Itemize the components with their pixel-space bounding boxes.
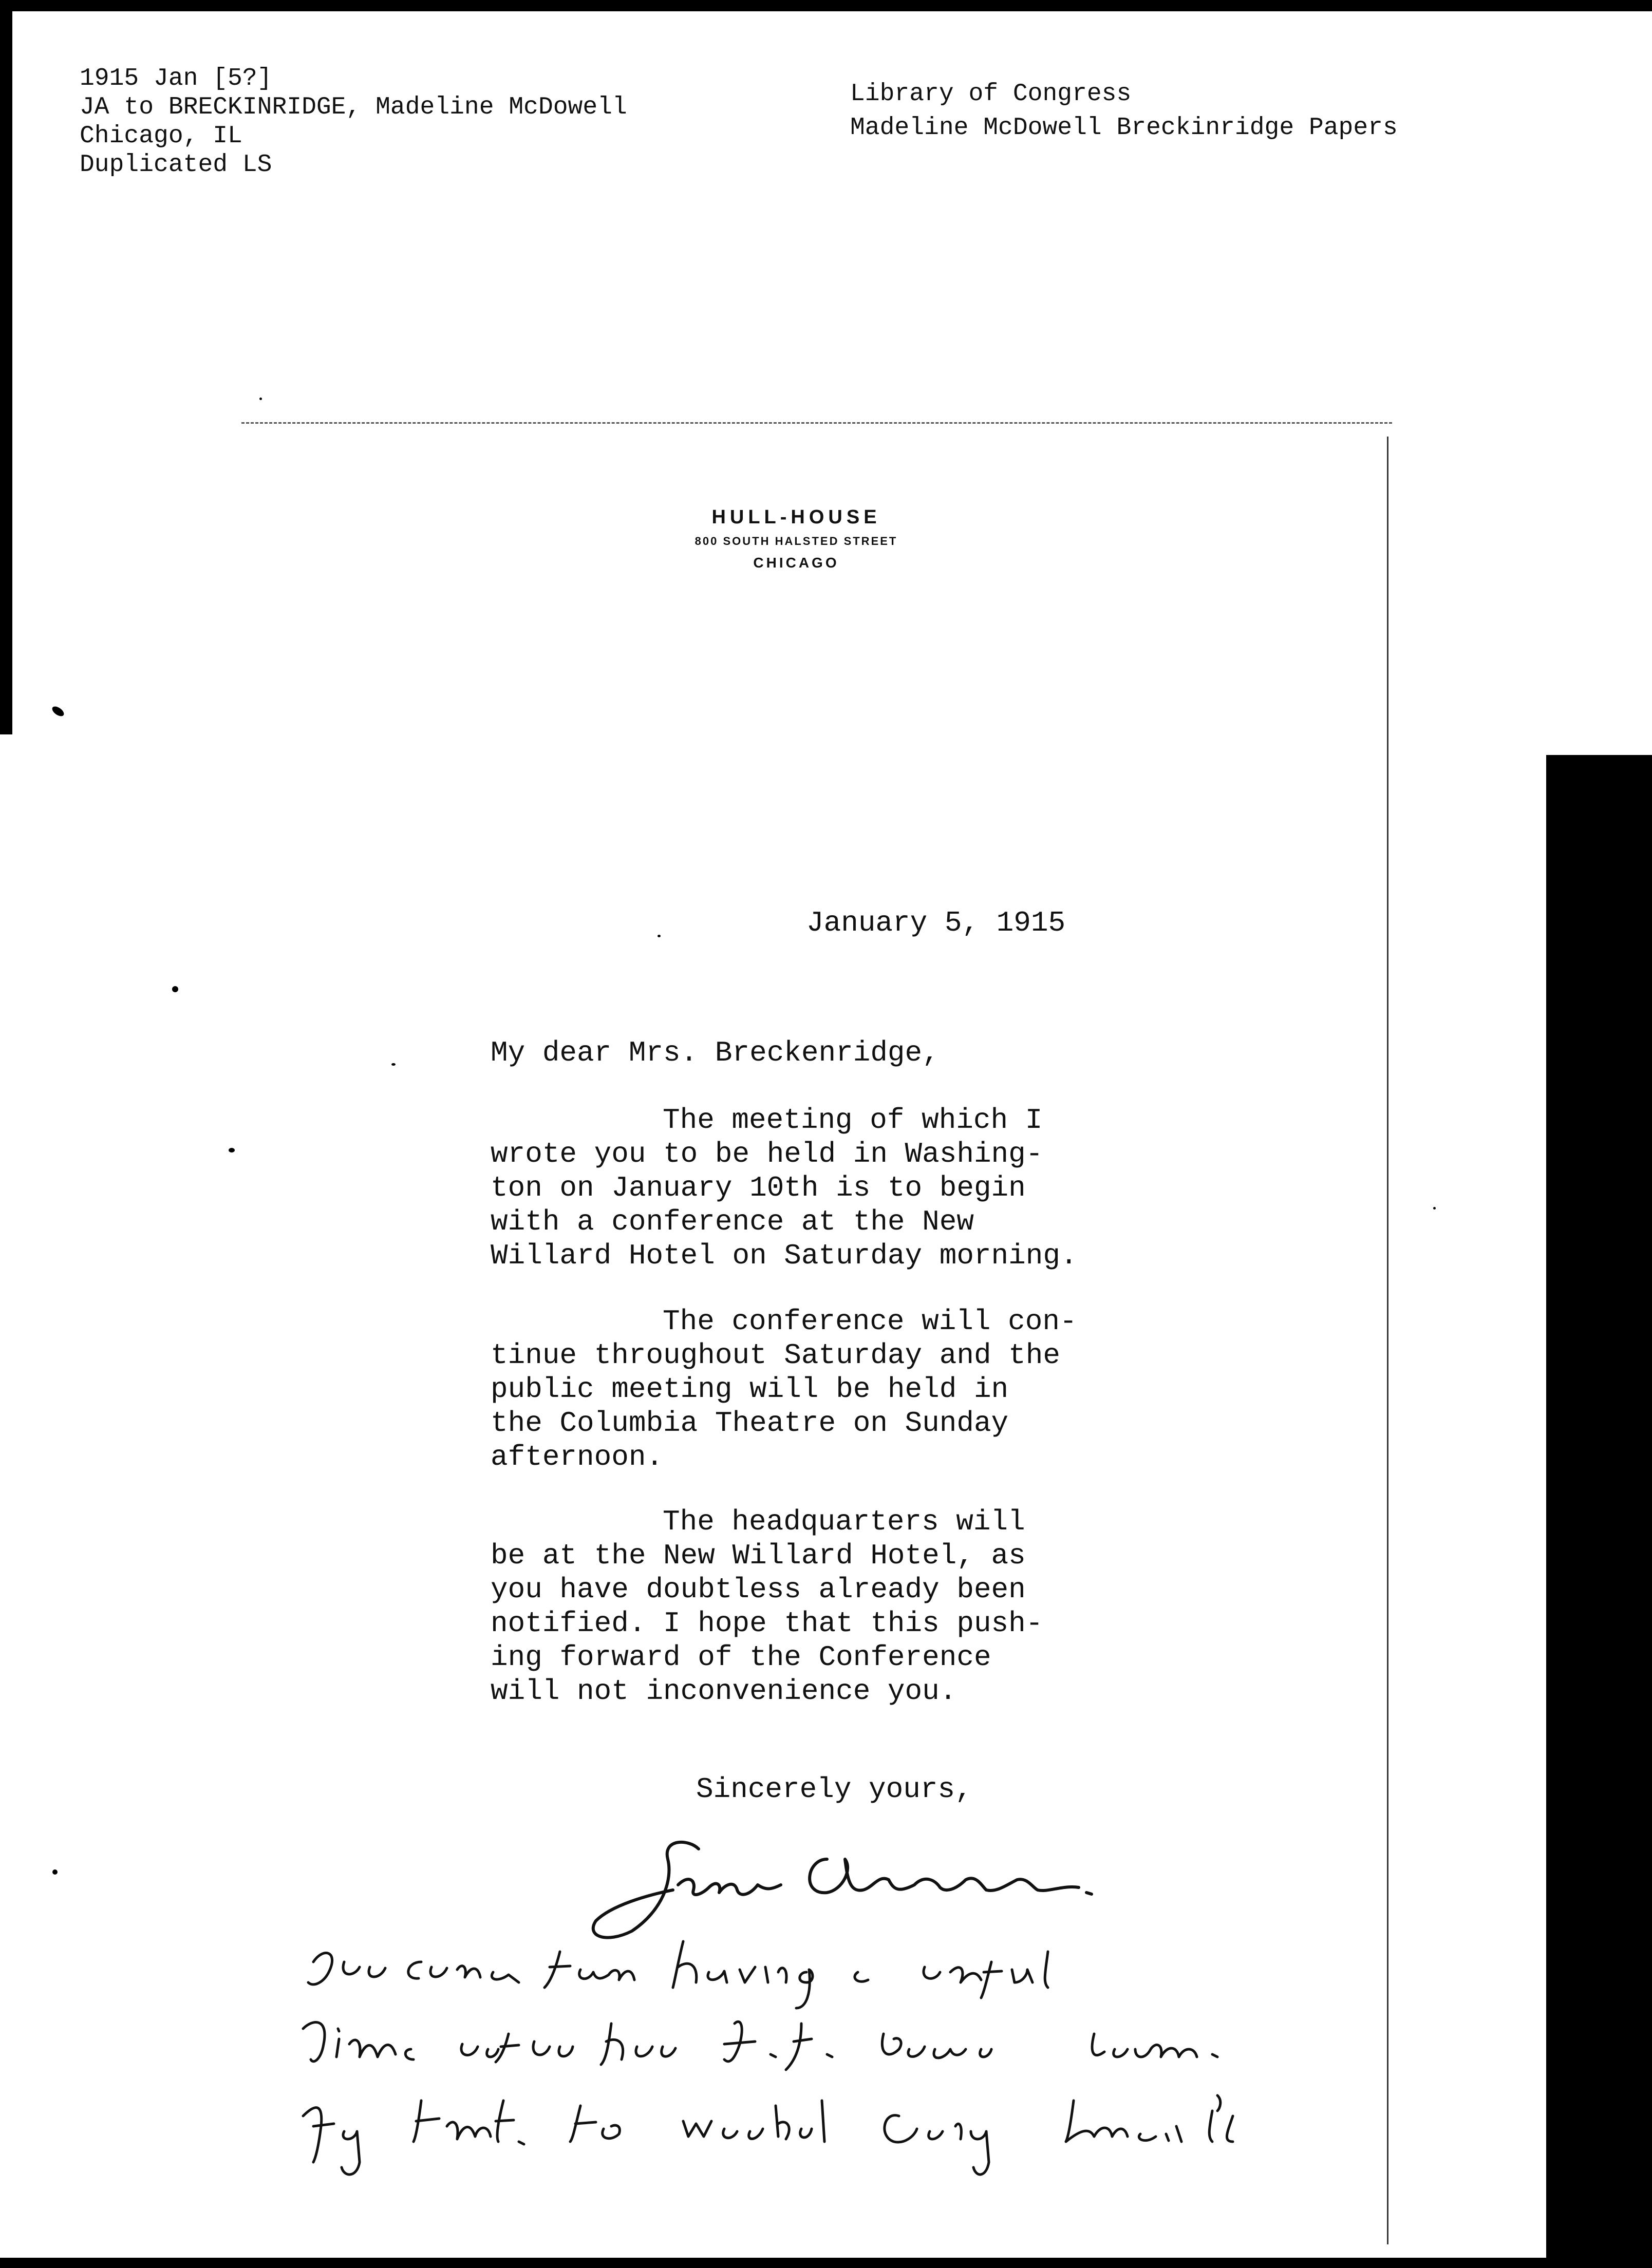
repository-name: Library of Congress: [850, 80, 1132, 108]
scan-speck: [391, 1063, 396, 1066]
scan-speck: [1433, 1207, 1436, 1209]
paragraph-line: wrote you to be held in Washing-: [491, 1138, 1043, 1170]
letterhead-address: 800 SOUTH HALSTED STREET: [694, 535, 898, 547]
archive-place: Chicago, IL: [80, 122, 242, 150]
letterhead-city: CHICAGO: [753, 555, 839, 571]
scan-speck: [658, 935, 661, 937]
letterhead-organization: HULL-HOUSE: [711, 506, 881, 528]
paragraph-3: [491, 1505, 1043, 1708]
paragraph-line: be at the New Willard Hotel, as: [491, 1539, 1026, 1572]
paragraph-line: tinue throughout Saturday and the: [491, 1339, 1060, 1372]
paragraph-line: The meeting of which I: [663, 1104, 1043, 1137]
letterhead: [616, 503, 976, 574]
letter-right-edge: [1387, 437, 1388, 2244]
scan-speck: [50, 705, 65, 718]
paragraph-line: afternoon.: [491, 1441, 664, 1473]
paragraph-line: will not inconvenience you.: [491, 1675, 957, 1708]
salutation: My dear Mrs. Breckenridge,: [491, 1036, 940, 1069]
handwritten-postscript: [293, 1931, 1372, 2219]
closing: Sincerely yours,: [696, 1773, 972, 1806]
archive-repository: [850, 77, 1398, 145]
archive-date: 1915 Jan [5?]: [80, 65, 272, 92]
paragraph-line: public meeting will be held in: [491, 1373, 1009, 1406]
scan-border-right: [1546, 755, 1652, 2268]
scan-speck: [52, 1869, 58, 1875]
paragraph-line: the Columbia Theatre on Sunday: [491, 1407, 1009, 1440]
scan-speck: [172, 986, 178, 992]
archive-format: Duplicated LS: [80, 151, 272, 179]
paragraph-2: [491, 1305, 1077, 1474]
scan-speck: [229, 1148, 235, 1152]
paragraph-line: The conference will con-: [663, 1305, 1077, 1338]
paragraph-line: you have doubtless already been: [491, 1573, 1026, 1606]
collection-name: Madeline McDowell Breckinridge Papers: [850, 114, 1398, 142]
scan-speck: [259, 398, 262, 400]
archive-correspondents: JA to BRECKINRIDGE, Madeline McDowell: [80, 93, 627, 121]
paragraph-line: Willard Hotel on Saturday morning.: [491, 1239, 1078, 1272]
paragraph-line: ing forward of the Conference: [491, 1641, 991, 1674]
paragraph-line: ton on January 10th is to begin: [491, 1171, 1026, 1204]
scan-border-bottom: [0, 2258, 1652, 2268]
letter-top-edge: [241, 422, 1392, 424]
signature-handwriting: [586, 1828, 1264, 1946]
archive-citation: [80, 64, 627, 179]
paragraph-line: with a conference at the New: [491, 1205, 974, 1238]
scan-border-left: [0, 0, 12, 734]
scan-border-top: [0, 0, 1652, 11]
paragraph-1: [491, 1103, 1078, 1273]
paragraph-line: notified. I hope that this push-: [491, 1607, 1043, 1640]
letter-date: January 5, 1915: [806, 906, 1066, 939]
paragraph-line: The headquarters will: [663, 1505, 1025, 1538]
